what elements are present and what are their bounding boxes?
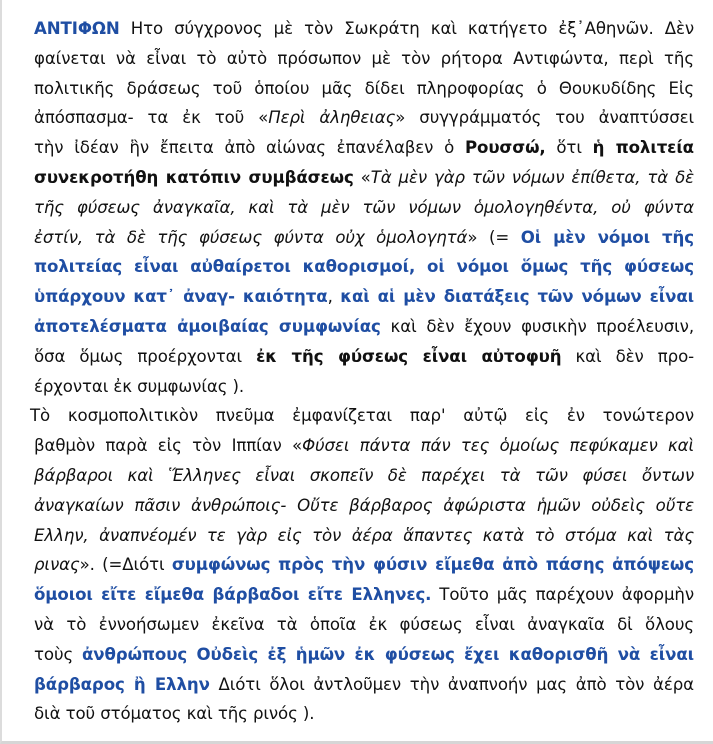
text-line: πολιτικῆς δράσεως τοῦ ὁποίου μᾶς δίδει πληροφορίας ὁ Θουκυδίδης Εἰς xyxy=(34,78,694,98)
translation-highlight: συμφώνως πρὸς τὴν φύσιν εἴμεθα ἀπὸ πάσης ἀπόψεως xyxy=(171,555,694,575)
greek-quote: ἐστίν, τὰ δὲ τῆς φύσεως φύντα οὐχ ὁμολογητά xyxy=(34,227,468,247)
greek-quote: τῆς φύσεως ἀναγκαῖα, καὶ τὰ μὲν τῶν νόμων ὁμολογηθέντα, οὐ φύντα xyxy=(34,197,694,217)
translation-highlight: ὅμοιοι εἴτε εἴμεθα βάρβαδοι εἴτε Ελληνες. xyxy=(34,585,432,605)
text-line: ρινας». (=Διότι συμφώνως πρὸς τὴν φύσιν εἴμεθα ἀπὸ πάσης ἀπόψεως xyxy=(34,555,694,575)
text-line xyxy=(34,491,694,521)
work-title: Περὶ ἀληθειας xyxy=(268,108,396,128)
text-line: τὴν ἰδέαν ἣν ἔπειτα ἀπὸ αἰώνας ἐπανέλαβεν ὁ Ρουσσώ, ὅτι ἡ πολιτεία xyxy=(34,138,694,158)
translation-highlight: Οἱ μὲν νόμοι τῆς xyxy=(520,227,694,247)
article-text xyxy=(30,14,695,729)
greek-quote: ρινας xyxy=(34,555,80,575)
translation-highlight: ὑπάρχουν κατ᾽ ἀναγ- καιότητα xyxy=(34,287,328,307)
text-line: τοὺς ἀνθρώπους Οὐδεὶς ἐξ ἡμῶν ἐκ φύσεως ἔχει καθορισθῆ νὰ εἶναι xyxy=(34,644,694,664)
translation-highlight: ἀποτελέσματα ἀμοιβαίας συμφωνίας xyxy=(34,316,381,336)
text-line: ἀποτελέσματα ἀμοιβαίας συμφωνίας καὶ δὲν ἔχουν φυσικὴν προέλευσιν, xyxy=(34,316,695,336)
greek-quote: βάρβαροι καὶ Ἕλληνες εἶναι σκοπεῖν δὲ παρέχει τὰ τῶν φύσει ὄντων xyxy=(34,465,694,485)
translation-highlight: πολιτείας εἶναι αὐθαίρετοι καθορισμοί, οἱ νόμοι ὅμως τῆς φύσεως xyxy=(34,257,694,277)
rousseau-name: Ρουσσώ, xyxy=(464,138,546,158)
translation-highlight: ἀνθρώπους Οὐδεὶς ἐξ ἡμῶν ἐκ φύσεως ἔχει καθορισθῆ νὰ εἶναι xyxy=(81,644,694,664)
text-line xyxy=(34,521,694,551)
text-line: έρχονται ἐκ συμφωνίας ). xyxy=(34,376,245,396)
translation-highlight: καὶ αἱ μὲν διατάξεις τῶν νόμων εἶναι xyxy=(340,287,694,307)
author-heading: ΑΝΤΙΦΩΝ xyxy=(34,19,120,38)
text-line xyxy=(34,461,694,491)
text-line: ὅμοιοι εἴτε εἴμεθα βάρβαδοι εἴτε Ελληνες. Τοῦτο μᾶς παρέχουν ἀφορμὴν xyxy=(34,585,694,605)
text-line: ἐστίν, τὰ δὲ τῆς φύσεως φύντα οὐχ ὁμολογητά» (= Οἱ μὲν νόμοι τῆς xyxy=(34,227,694,247)
text-line xyxy=(34,252,694,282)
greek-quote: Τὰ μὲν γὰρ τῶν νόμων ἐπίθετα, τὰ δὲ xyxy=(370,167,694,187)
translation-highlight: βάρβαρος ἢ Ελλην xyxy=(34,674,210,694)
greek-quote: ἀναγκαίων πᾶσιν ἀνθρώποις- Οὔτε βάρβαρος ἀφώριστα ἡμῶν οὐδεὶς οὔτε xyxy=(34,495,694,515)
text-line xyxy=(34,193,694,223)
text-line: Τὸ κοσμοπολιτικὸν πνεῦμα ἐμφανίζεται παρ' αὐτῷ εἰς ἐν τονώτερον xyxy=(30,406,694,426)
text-line: φαίνεται νὰ εἶναι τὸ αὐτὸ πρόσωπον μὲ τὸν ρήτορα Αντιφώντα, περὶ τῆς xyxy=(34,48,694,68)
text-line: βαθμὸν παρὰ εἰς τὸν Ιππίαν «Φύσει πάντα πάν τες ὁμοίως πεφύκαμεν καὶ xyxy=(34,436,695,456)
text-line: συνεκροτήθη κατόπιν συμβάσεως «Τὰ μὲν γὰρ τῶν νόμων ἐπίθετα, τὰ δὲ xyxy=(34,167,694,187)
text-line: βάρβαρος ἢ Ελλην Διότι ὅλοι ἀντλοῦμεν τὴν ἀναπνοήν μας ἀπὸ τὸν ἀέρα xyxy=(34,674,694,694)
text-line: ὑπάρχουν κατ᾽ ἀναγ- καιότητα, καὶ αἱ μὲν διατάξεις τῶν νόμων εἶναι xyxy=(34,287,694,307)
greek-quote: Φύσει πάντα πάν τες ὁμοίως πεφύκαμεν καὶ xyxy=(302,436,695,456)
text-line: ὅσα ὅμως προέρχονται ἐκ τῆς φύσεως εἶναι αὐτοφυῆ καὶ δὲν προ- xyxy=(34,346,695,366)
text-line: ἀπόσπασμα- τα ἐκ τοῦ «Περὶ ἀληθειας» συγγράμματός του ἀναπτύσσει xyxy=(34,108,694,128)
text-line: ΑΝΤΙΦΩΝ Ητο σύγχρονος μὲ τὸν Σωκράτη καὶ κατήγετο ἐξ᾽Αθηνῶν. Δὲν xyxy=(34,19,694,38)
text-line: νὰ τὸ ἐννοήσωμεν ἐκεῖνα τὰ ὁποῖα ἐκ φύσεως εἶναι ἀναγκαῖα δἰ ὅλους xyxy=(34,614,694,634)
greek-quote: Ελλην, ἀναπνέομέν τε γὰρ εἰς τὸν ἀέρα ἅπαντες κατὰ τὸ στόμα καὶ τὰς xyxy=(34,525,694,545)
text-line: διὰ τοῦ στόματος καὶ τῆς ρινός ). xyxy=(34,704,315,724)
